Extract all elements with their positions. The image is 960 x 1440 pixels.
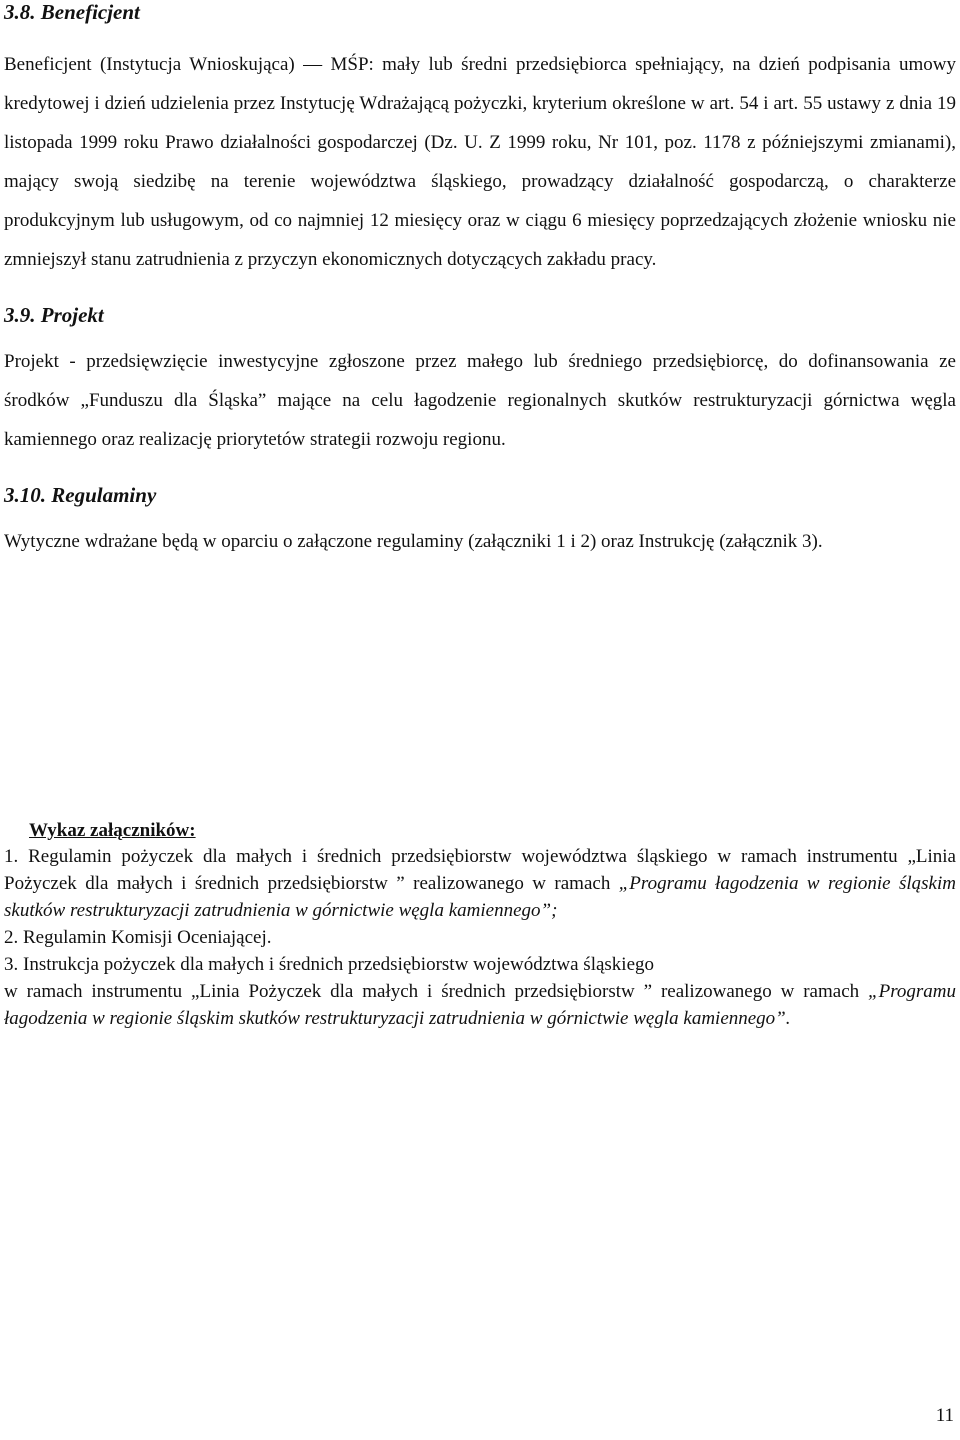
heading-beneficjent: 3.8. Beneficjent bbox=[4, 0, 140, 24]
annex-item-1-text: 1. Regulamin pożyczek dla małych i średnich przedsiębiorstw województwa śląskiego w ramach instrumentu „Linia Pożyczek dla małych i średnich przedsiębiorstw ” realizowanego w ramach bbox=[4, 846, 956, 894]
heading-projekt: 3.9. Projekt bbox=[4, 303, 104, 327]
annex-list bbox=[4, 843, 956, 1032]
page-number: 11 bbox=[935, 1405, 954, 1426]
annex-item-2-text: 2. Regulamin Komisji Oceniającej. bbox=[4, 927, 272, 948]
paragraph-beneficjent: Beneficjent (Instytucja Wnioskująca) — MŚP: mały lub średni przedsiębiorca spełniający, na dzień podpisania umowy kredytowej i dzień udzielenia przez Instytucję Wdrażającą pożyczki, kryterium określone w art. 54 i art. 55 ustawy z dnia 19 listopada 1999 roku Prawo działalności gospodarczej (Dz. U. Z 1999 roku, Nr 101, poz. 1178 z późniejszymi zmianami), mający swoją siedzibę na terenie województwa śląskiego, prowadzący działalność gospodarczą, o charakterze produkcyjnym lub usługowym, od co najmniej 12 miesięcy oraz w ciągu 6 miesięcy poprzedzających złożenie wniosku nie zmniejszył stanu zatrudnienia z przyczyn ekonomicznych dotyczących zakładu pracy. bbox=[4, 54, 956, 270]
annex-item-3-program-name: „Programu łagodzenia w regionie śląskim skutków restrukturyzacji zatrudnienia w górnictwie węgla kamiennego”. bbox=[4, 981, 956, 1029]
annex-list-title: Wykaz załączników: bbox=[29, 820, 196, 841]
annex-item-3-line1: 3. Instrukcja pożyczek dla małych i średnich przedsiębiorstw województwa śląskiego bbox=[4, 954, 655, 975]
document-page bbox=[4, 0, 956, 561]
annex-item-1 bbox=[4, 843, 956, 924]
annex-item-3-text: w ramach instrumentu „Linia Pożyczek dla małych i średnich przedsiębiorstw ” realizowanego w ramach bbox=[4, 981, 869, 1002]
annex-item-1-program-name: „Programu łagodzenia w regionie śląskim skutków restrukturyzacji zatrudnienia w górnictwie węgla kamiennego”; bbox=[4, 873, 956, 921]
paragraph-projekt: Projekt - przedsięwzięcie inwestycyjne zgłoszone przez małego lub średniego przedsiębiorcę, do dofinansowania ze środków „Funduszu dla Śląska” mające na celu łagodzenie regionalnych skutków restrukturyzacji górnictwa węgla kamiennego oraz realizację priorytetów strategii rozwoju regionu. bbox=[4, 351, 956, 450]
paragraph-regulaminy: Wytyczne wdrażane będą w oparciu o załączone regulaminy (załączniki 1 i 2) oraz Instrukcję (załącznik 3). bbox=[4, 531, 823, 552]
annex-item-3 bbox=[4, 978, 956, 1032]
heading-regulaminy: 3.10. Regulaminy bbox=[4, 483, 157, 507]
annex-item-3-first-line bbox=[4, 951, 956, 978]
annex-item-2 bbox=[4, 924, 956, 951]
